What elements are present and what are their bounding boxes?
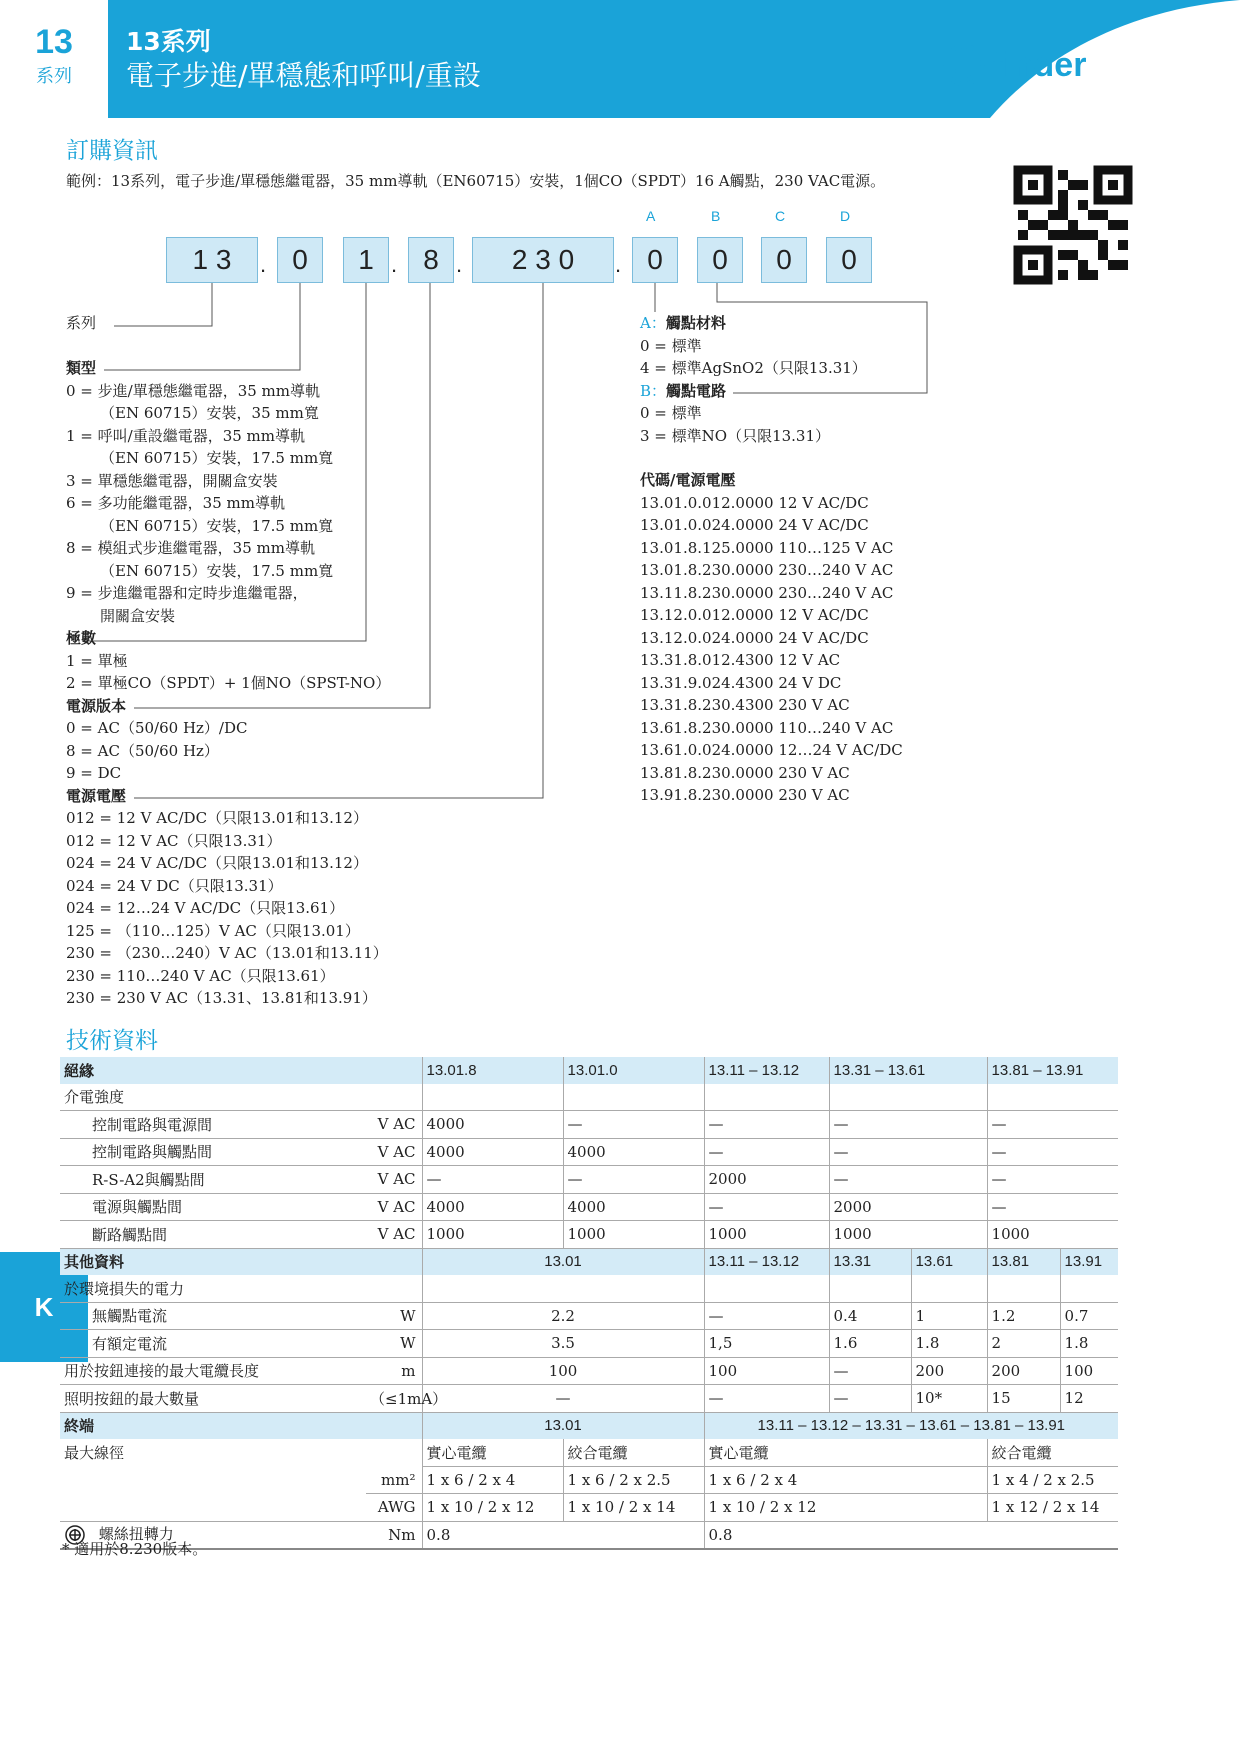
cell: 4000 <box>422 1193 563 1221</box>
cell: 100 <box>422 1357 704 1385</box>
row-label: R-S-A2與觸點間 <box>60 1166 366 1194</box>
option-a-line: 0 = 標準 <box>640 336 702 355</box>
cell: — <box>563 1166 704 1194</box>
code-dot: . <box>260 252 267 277</box>
col-header: 13.31 – 13.61 <box>829 1057 987 1084</box>
type-line: 9 = 步進繼電器和定時步進繼電器， <box>66 584 308 602</box>
code-box-voltage: 2 3 0 <box>472 237 614 283</box>
type-line: 6 = 多功能繼電器，35 mm導軌 <box>66 494 285 512</box>
table-row <box>60 1221 1118 1249</box>
cell: 4000 <box>563 1138 704 1166</box>
code-box-b: 0 <box>697 237 743 283</box>
cell: — <box>829 1166 987 1194</box>
option-b-prefix: B： <box>640 381 667 400</box>
supply-voltage-line: 230 = 110…240 V AC（只限13.61） <box>66 966 335 985</box>
sub-header: 實心電纜 <box>422 1439 563 1466</box>
cell: 1000 <box>829 1221 987 1249</box>
supply-version-heading: 電源版本 <box>66 696 127 715</box>
supply-voltage-line: 012 = 12 V AC/DC（只限13.01和13.12） <box>66 809 368 827</box>
cell: 0.4 <box>829 1302 911 1330</box>
code-box-a: 0 <box>632 237 678 283</box>
row-label: 電源與觸點間 <box>60 1193 366 1221</box>
footnote: * 適用於8.230版本。 <box>62 1540 208 1558</box>
table-row <box>60 1193 1118 1221</box>
series-number: 13 <box>35 23 73 61</box>
code-line: 13.12.0.012.0000 12 V AC/DC <box>640 606 869 624</box>
table-row <box>60 1138 1118 1166</box>
supply-voltage-line: 012 = 12 V AC（只限13.31） <box>66 831 282 850</box>
cell: 10* <box>911 1385 987 1413</box>
supply-voltage-line: 024 = 12…24 V AC/DC（只限13.61） <box>66 899 345 917</box>
supply-voltage-line: 125 = （110…125）V AC（只限13.01） <box>66 921 360 940</box>
cell: 0.8 <box>422 1521 704 1549</box>
cell: — <box>704 1111 829 1139</box>
label-series: 系列 <box>66 314 97 332</box>
cell: — <box>704 1302 829 1330</box>
poles-heading: 極數 <box>66 629 97 647</box>
code-box-series: 1 3 <box>166 237 258 283</box>
options-block <box>640 312 903 807</box>
cell: 0.7 <box>1060 1302 1118 1330</box>
col-header: 13.81 <box>987 1248 1060 1275</box>
supply-version-line: 0 = AC（50/60 Hz）/DC <box>66 719 248 737</box>
code-line: 13.12.0.024.0000 24 V AC/DC <box>640 628 869 647</box>
cell: 1.6 <box>829 1330 911 1358</box>
option-b-line: 3 = 標準NO（只限13.31） <box>640 426 831 445</box>
col-header: 13.01.8 <box>422 1057 563 1084</box>
sub-header: 絞合電纜 <box>987 1439 1118 1466</box>
row-label: 用於按鈕連接的最大電纜長度 <box>60 1357 366 1385</box>
supply-voltage-line: 230 = 230 V AC（13.31、13.81和13.91） <box>66 989 377 1007</box>
cell: — <box>422 1385 704 1413</box>
cell: 4000 <box>563 1193 704 1221</box>
type-line: 3 = 單穩態繼電器，開關盒安裝 <box>66 471 278 490</box>
col-header: 13.61 <box>911 1248 987 1275</box>
option-letter-b: B <box>711 208 721 224</box>
cell: 0.8 <box>704 1521 1118 1549</box>
series-label: 系列 <box>36 66 72 87</box>
row-label: 斷路觸點間 <box>60 1221 366 1249</box>
row-unit: Nm <box>366 1521 422 1549</box>
row-unit: V AC <box>366 1221 422 1249</box>
row-unit: W <box>366 1330 422 1358</box>
code-line: 13.01.8.230.0000 230…240 V AC <box>640 561 894 579</box>
code-line: 13.11.8.230.0000 230…240 V AC <box>640 583 894 602</box>
cell: — <box>704 1385 829 1413</box>
cell: 1.8 <box>911 1330 987 1358</box>
cell: — <box>987 1138 1118 1166</box>
cell: 1.2 <box>987 1302 1060 1330</box>
cell: — <box>987 1193 1118 1221</box>
table-row <box>60 1439 1118 1466</box>
option-a-line: 4 = 標準AgSnO2（只限13.31） <box>640 359 867 377</box>
code-line: 13.81.8.230.0000 230 V AC <box>640 763 850 782</box>
type-line: （EN 60715）安裝，17.5 mm寬 <box>100 561 334 580</box>
code-line: 13.01.0.012.0000 12 V AC/DC <box>640 493 869 512</box>
col-header: 13.01 <box>422 1248 704 1275</box>
cell: 1 <box>911 1302 987 1330</box>
type-line: （EN 60715）安裝，35 mm寬 <box>100 404 319 422</box>
tech-title: 技術資料 <box>66 1028 158 1054</box>
sub-header: 實心電纜 <box>704 1439 987 1466</box>
cell: — <box>987 1166 1118 1194</box>
table-row <box>60 1494 1118 1522</box>
code-dot: . <box>391 252 398 277</box>
option-b-line: 0 = 標準 <box>640 404 702 422</box>
max-wire-label: 最大線徑 <box>64 1444 125 1462</box>
codes-heading: 代碼/電源電壓 <box>640 471 736 489</box>
supply-version-line: 8 = AC（50/60 Hz） <box>66 741 219 760</box>
cell: 100 <box>1060 1357 1118 1385</box>
code-box-d: 0 <box>826 237 872 283</box>
option-a-heading: 觸點材料 <box>665 314 726 332</box>
row-unit: V AC <box>366 1138 422 1166</box>
cell: — <box>829 1138 987 1166</box>
row-unit: （≤1mA） <box>366 1385 422 1413</box>
insulation-heading: 絕緣 <box>60 1057 422 1084</box>
poles-line: 1 = 單極 <box>66 651 128 670</box>
col-header: 13.11 – 13.12 <box>704 1248 829 1275</box>
col-header: 13.81 – 13.91 <box>987 1057 1118 1084</box>
table-row <box>60 1302 1118 1330</box>
code-line: 13.61.0.024.0000 12…24 V AC/DC <box>640 741 903 759</box>
code-line: 13.31.9.024.4300 24 V DC <box>640 673 842 692</box>
cell: — <box>829 1357 911 1385</box>
table-row <box>60 1521 1118 1549</box>
code-line: 13.91.8.230.0000 230 V AC <box>640 786 850 804</box>
torque-label: 螺絲扭轉力 <box>98 1525 174 1544</box>
option-letter-c: C <box>775 208 786 224</box>
tech-table <box>60 1057 1118 1550</box>
cell: 1 x 10 / 2 x 12 <box>422 1494 563 1522</box>
code-line: 13.01.8.125.0000 110…125 V AC <box>640 538 894 557</box>
table-row <box>60 1357 1118 1385</box>
code-box-version: 8 <box>408 237 454 283</box>
type-line: （EN 60715）安裝，17.5 mm寬 <box>100 449 334 467</box>
cell: — <box>422 1166 563 1194</box>
cell: 12 <box>1060 1385 1118 1413</box>
table-row <box>60 1466 1118 1494</box>
cell: 1.8 <box>1060 1330 1118 1358</box>
col-header: 13.01.0 <box>563 1057 704 1084</box>
code-line: 13.01.0.024.0000 24 V AC/DC <box>640 516 869 534</box>
other-header <box>60 1248 1118 1275</box>
row-unit: mm² <box>366 1466 422 1494</box>
terminals-heading: 終端 <box>60 1412 422 1439</box>
col-header: 13.91 <box>1060 1248 1118 1275</box>
cell: 15 <box>987 1385 1060 1413</box>
cell: 1000 <box>422 1221 563 1249</box>
type-heading: 類型 <box>66 359 97 377</box>
option-letter-d: D <box>840 208 851 224</box>
cell: 200 <box>987 1357 1060 1385</box>
col-header: 13.01 <box>422 1412 704 1439</box>
supply-voltage-line: 024 = 24 V DC（只限13.31） <box>66 876 283 895</box>
code-box-type: 0 <box>277 237 323 283</box>
cell: 100 <box>704 1357 829 1385</box>
ordering-example: 範例：13系列，電子步進/單穩態繼電器，35 mm導軌（EN60715）安裝，1個CO（SPDT）16 A觸點，230 VAC電源。 <box>66 172 886 190</box>
option-b-heading: 觸點電路 <box>666 381 727 400</box>
code-dot: . <box>615 252 622 277</box>
supply-voltage-line: 230 = （230…240）V AC（13.01和13.11） <box>66 944 388 962</box>
cell: — <box>563 1111 704 1139</box>
cell: 1 x 6 / 2 x 4 <box>422 1466 563 1494</box>
row-unit: V AC <box>366 1166 422 1194</box>
code-dot: . <box>456 252 463 277</box>
cell: 1 x 12 / 2 x 14 <box>987 1494 1118 1522</box>
cell: — <box>829 1111 987 1139</box>
type-line: 開關盒安裝 <box>100 606 176 625</box>
col-header: 13.11 – 13.12 <box>704 1057 829 1084</box>
row-label: 無觸點電流 <box>60 1302 366 1330</box>
side-tab: K <box>0 1252 88 1362</box>
row-unit: V AC <box>366 1193 422 1221</box>
option-a-prefix: A： <box>640 314 666 332</box>
row-label: 照明按鈕的最大數量 <box>60 1385 366 1413</box>
code-box-c: 0 <box>761 237 807 283</box>
cell: 2000 <box>829 1193 987 1221</box>
row-label: 控制電路與觸點間 <box>60 1138 366 1166</box>
row-unit: V AC <box>366 1111 422 1139</box>
power-loss-label: 於環境損失的電力 <box>60 1275 422 1302</box>
type-line: 0 = 步進/單穩態繼電器，35 mm導軌 <box>66 381 321 400</box>
table-row <box>60 1385 1118 1413</box>
ordering-title: 訂購資訊 <box>66 138 158 164</box>
cell: 4000 <box>422 1138 563 1166</box>
supply-voltage-line: 024 = 24 V AC/DC（只限13.01和13.12） <box>66 854 368 872</box>
table-row <box>60 1084 1118 1111</box>
row-label: 控制電路與電源間 <box>60 1111 366 1139</box>
supply-voltage-heading: 電源電壓 <box>66 786 127 805</box>
row-unit: m <box>366 1357 422 1385</box>
cell: — <box>987 1111 1118 1139</box>
cell: 1 x 6 / 2 x 4 <box>704 1466 987 1494</box>
cell: 2 <box>987 1330 1060 1358</box>
cell: 1,5 <box>704 1330 829 1358</box>
sub-header: 絞合電纜 <box>563 1439 704 1466</box>
cell: 1 x 10 / 2 x 12 <box>704 1494 987 1522</box>
cell: — <box>829 1385 911 1413</box>
finder-logo-text: finder <box>992 45 1087 84</box>
type-block <box>66 357 390 1010</box>
cell: 200 <box>911 1357 987 1385</box>
cell: 2.2 <box>422 1302 704 1330</box>
code-line: 13.31.8.012.4300 12 V AC <box>640 651 841 669</box>
cell: 4000 <box>422 1111 563 1139</box>
cell: 1000 <box>987 1221 1118 1249</box>
cell: — <box>704 1138 829 1166</box>
cell: — <box>704 1193 829 1221</box>
page-title: 13系列 <box>126 27 211 56</box>
page-subtitle: 電子步進/單穩態和呼叫/重設 <box>126 59 481 92</box>
type-line: （EN 60715）安裝，17.5 mm寬 <box>100 516 334 535</box>
code-line: 13.31.8.230.4300 230 V AC <box>640 696 850 714</box>
code-line: 13.61.8.230.0000 110…240 V AC <box>640 718 894 737</box>
cell: 3.5 <box>422 1330 704 1358</box>
cell: 1000 <box>704 1221 829 1249</box>
table-row <box>60 1166 1118 1194</box>
cell: 1 x 10 / 2 x 14 <box>563 1494 704 1522</box>
table-row <box>60 1111 1118 1139</box>
type-line: 8 = 模組式步進繼電器，35 mm導軌 <box>66 539 315 557</box>
insulation-header <box>60 1057 1118 1084</box>
cell: 1000 <box>563 1221 704 1249</box>
code-box-poles: 1 <box>343 237 389 283</box>
type-line: 1 = 呼叫/重設繼電器，35 mm導軌 <box>66 426 306 445</box>
col-header: 13.11 – 13.12 – 13.31 – 13.61 – 13.81 – 13.91 <box>704 1412 1118 1439</box>
dielectric-label: 介電強度 <box>60 1084 422 1111</box>
table-row <box>60 1330 1118 1358</box>
row-label: 有額定電流 <box>60 1330 366 1358</box>
cell: 1 x 6 / 2 x 2.5 <box>563 1466 704 1494</box>
option-letter-a: A <box>646 208 656 224</box>
cell: 1 x 4 / 2 x 2.5 <box>987 1466 1118 1494</box>
supply-version-line: 9 = DC <box>66 764 122 782</box>
table-row <box>60 1275 1118 1302</box>
terminals-header <box>60 1412 1118 1439</box>
col-header: 13.31 <box>829 1248 911 1275</box>
row-unit: AWG <box>366 1494 422 1522</box>
cell: 2000 <box>704 1166 829 1194</box>
other-heading: 其他資料 <box>60 1248 422 1275</box>
row-unit: W <box>366 1302 422 1330</box>
poles-line: 2 = 單極CO（SPDT）+ 1個NO（SPST-NO） <box>66 674 391 692</box>
